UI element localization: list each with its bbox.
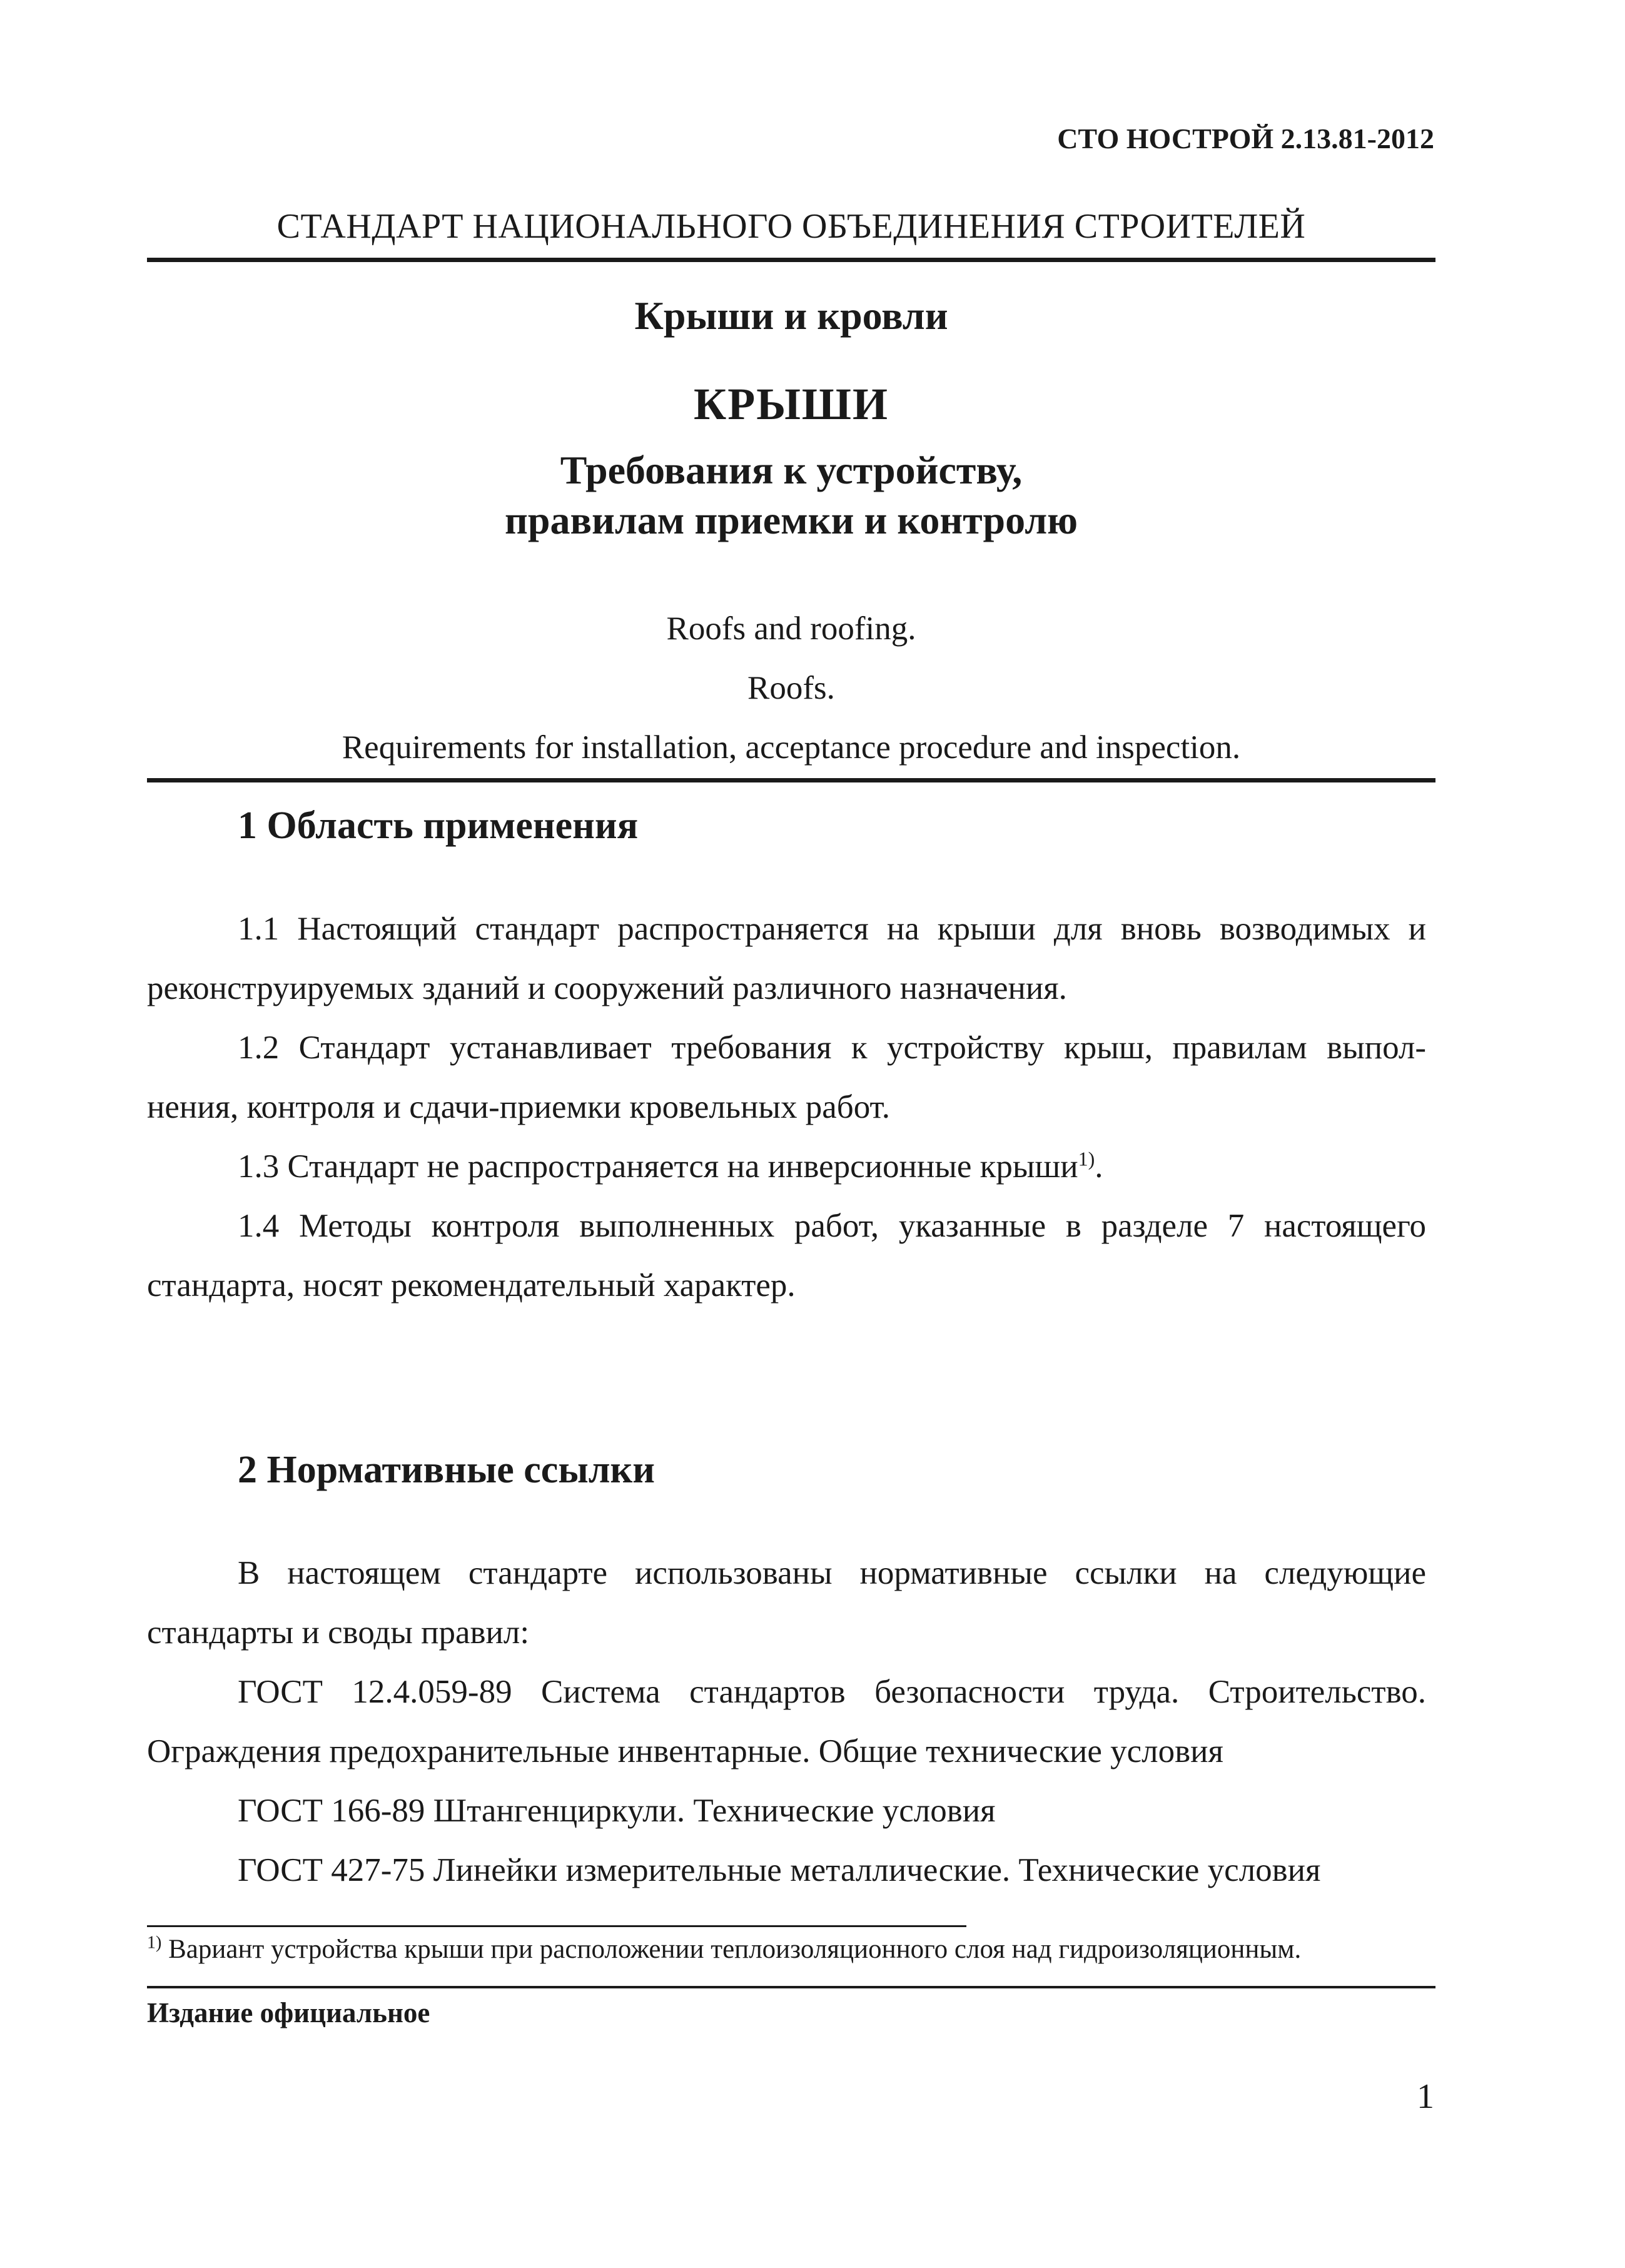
title-divider	[147, 778, 1435, 782]
document-title: Крыши и кровли	[634, 293, 948, 338]
paragraph-1-4-line-2: стандарта, носят рекомендательный характер.	[147, 1267, 796, 1304]
english-title-line-2: Roofs.	[747, 670, 835, 706]
page-number: 1	[1417, 2077, 1434, 2116]
paragraph-1-2-line-2: нения, контроля и сдачи-приемки кровельных работ.	[147, 1089, 890, 1125]
section-2-intro-line-1: В настоящем стандарте использованы нормативные ссылки на следующие	[238, 1555, 1426, 1591]
footnote-divider	[147, 1925, 966, 1927]
document-subtitle-line-1: Требования к устройству,	[560, 448, 1023, 492]
footnote-text: Вариант устройства крыши при расположении теплоизоляционного слоя над гидроизоляционным.	[161, 1935, 1302, 1964]
paragraph-1-3-end: .	[1095, 1148, 1103, 1185]
reference-gost-12-line-1: ГОСТ 12.4.059-89 Система стандартов безопасности труда. Строительство.	[238, 1674, 1426, 1710]
organization-title: СТАНДАРТ НАЦИОНАЛЬНОГО ОБЪЕДИНЕНИЯ СТРОИТЕЛЕЙ	[276, 207, 1306, 246]
section-2-intro-line-2: стандарты и своды правил:	[147, 1614, 530, 1651]
official-edition-label: Издание официальное	[147, 1997, 430, 2028]
header-divider	[147, 258, 1435, 262]
section-1-heading: 1 Область применения	[238, 804, 639, 847]
english-title-line-1: Roofs and roofing.	[666, 610, 916, 647]
section-2-heading: 2 Нормативные ссылки	[238, 1449, 655, 1491]
paragraph-1-3	[238, 1148, 1426, 1185]
footer-divider	[147, 1986, 1435, 1988]
paragraph-1-2-line-1: 1.2 Стандарт устанавливает требования к устройству крыш, правилам выпол-	[238, 1030, 1426, 1066]
paragraph-1-1-line-2: реконструируемых зданий и сооружений различного назначения.	[147, 970, 1067, 1006]
paragraph-1-4-line-1: 1.4 Методы контроля выполненных работ, указанные в разделе 7 настоящего	[238, 1208, 1426, 1244]
document-code: СТО НОСТРОЙ 2.13.81-2012	[1057, 123, 1434, 154]
document-title-caps: КРЫШИ	[694, 379, 889, 429]
paragraph-1-1-line-1: 1.1 Настоящий стандарт распространяется на крыши для вновь возводимых и	[238, 911, 1426, 947]
document-subtitle-line-2: правилам приемки и контролю	[504, 498, 1078, 542]
paragraph-1-3-text: 1.3 Стандарт не распространяется на инверсионные крыши	[238, 1148, 1078, 1185]
footnote-reference[interactable]: 1)	[1078, 1147, 1095, 1170]
footnote	[147, 1934, 1301, 1965]
reference-gost-427: ГОСТ 427-75 Линейки измерительные металлические. Технические условия	[238, 1852, 1321, 1888]
english-title-line-3: Requirements for installation, acceptance procedure and inspection.	[342, 729, 1241, 766]
reference-gost-12-line-2: Ограждения предохранительные инвентарные. Общие технические условия	[147, 1733, 1223, 1769]
reference-gost-166: ГОСТ 166-89 Штангенциркули. Технические условия	[238, 1793, 996, 1829]
footnote-marker: 1)	[147, 1933, 162, 1953]
